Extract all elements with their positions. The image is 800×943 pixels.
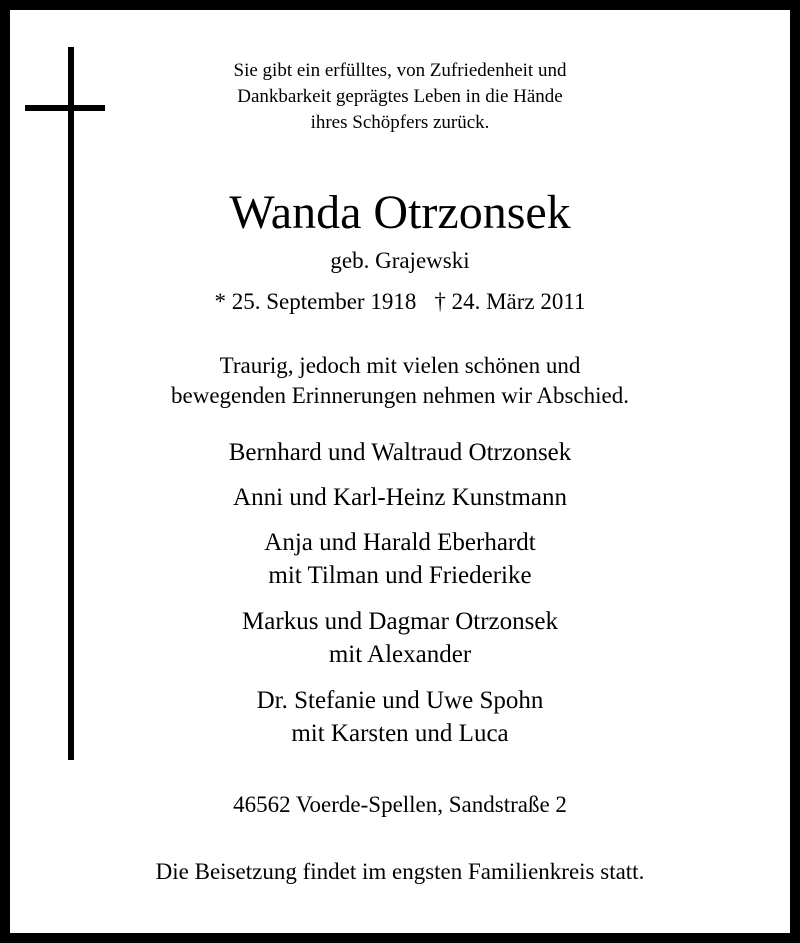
farewell-line-2: bewegenden Erinnerungen nehmen wir Abschied.	[171, 383, 629, 408]
deceased-name: Wanda Otrzonsek	[229, 186, 571, 239]
family-line-4: mit Tilman und Friederike	[268, 562, 532, 589]
family-line-3: Anja und Harald Eberhardt	[264, 529, 536, 556]
family-line-8: mit Karsten und Luca	[291, 720, 509, 747]
farewell-line-1: Traurig, jedoch mit vielen schönen und	[219, 353, 581, 378]
family-line-5: Markus und Dagmar Otrzonsek	[242, 608, 558, 635]
family-line-7: Dr. Stefanie und Uwe Spohn	[256, 687, 544, 714]
family-line-6: mit Alexander	[328, 641, 472, 668]
life-dates	[10, 288, 790, 316]
address: 46562 Voerde-Spellen, Sandstraße 2	[233, 792, 567, 817]
birth-name: geb. Grajewski	[330, 248, 470, 273]
burial-note: Die Beisetzung findet im engsten Familienkreis statt.	[155, 859, 645, 884]
quote-line-3: ihres Schöpfers zurück.	[310, 112, 490, 133]
date-born: * 25. September 1918	[214, 289, 417, 314]
family-line-1: Bernhard und Waltraud Otrzonsek	[228, 439, 572, 466]
family-line-2: Anni und Karl-Heinz Kunstmann	[233, 484, 567, 511]
quote-line-1: Sie gibt ein erfülltes, von Zufriedenheit und	[233, 60, 567, 81]
quote-line-2: Dankbarkeit geprägtes Leben in die Hände	[237, 86, 563, 107]
date-died: † 24. März 2011	[434, 289, 586, 314]
